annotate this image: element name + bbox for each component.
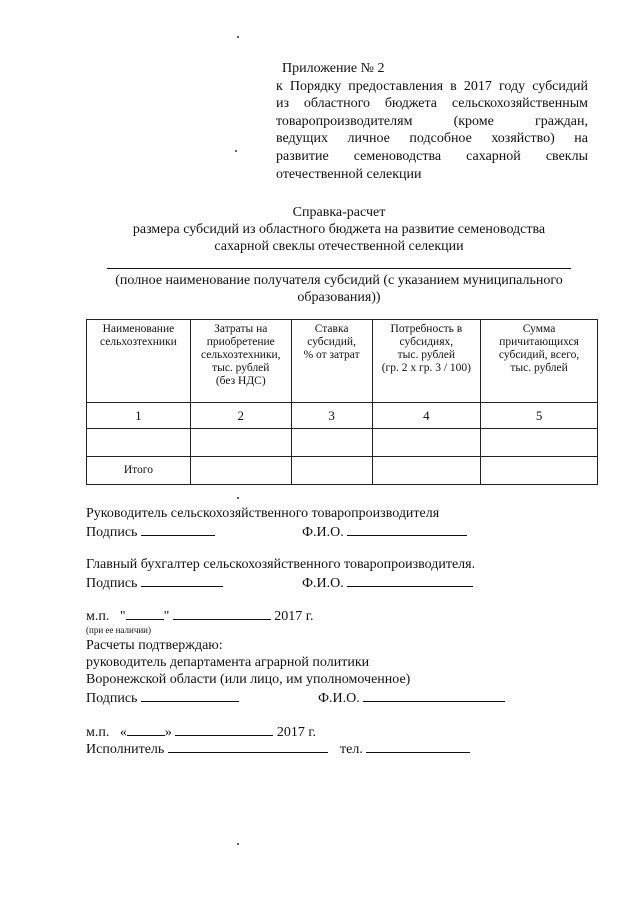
year-label: 2017 г. <box>276 725 317 740</box>
document-subtitle-2: сахарной свеклы отечественной селекции <box>214 239 464 254</box>
fio-label: Ф.И.О. <box>302 525 344 540</box>
header-rate: Ставка субсидий, % от затрат <box>291 320 372 403</box>
total-label: Итого <box>87 457 191 485</box>
total-row <box>87 457 598 485</box>
table-cell <box>190 429 291 457</box>
table-cell <box>190 457 291 485</box>
header-amount: Сумма причитающихся субсидий, всего, тыс. рублей <box>481 320 598 403</box>
signature-label: Подпись <box>86 525 138 540</box>
column-number: 5 <box>481 403 598 429</box>
seal-label: м.п. <box>86 725 110 740</box>
quote-open: " <box>119 609 126 624</box>
scan-speck <box>237 36 239 38</box>
appendix-line: отечественной селекции <box>276 166 422 182</box>
guillemet-close: » <box>164 725 172 740</box>
guillemet-open: « <box>119 725 127 740</box>
signature-field[interactable] <box>141 574 223 587</box>
header-need: Потребность в субсидиях, тыс. рублей (гр. 2 х гр. 3 / 100) <box>372 320 481 403</box>
head-fio-row <box>302 523 467 541</box>
signature-field[interactable] <box>141 689 239 702</box>
fio-field[interactable] <box>347 523 467 536</box>
header-costs: Затраты на приобретение сельхозтехники, тыс. рублей (без НДС) <box>190 320 291 403</box>
fio-field[interactable] <box>347 574 473 587</box>
scan-speck <box>237 843 239 845</box>
day-field[interactable] <box>127 723 165 736</box>
dept-line-1: руководитель департамента аграрной политики <box>86 655 370 670</box>
signature-label: Подпись <box>86 576 138 591</box>
recipient-note-1: (полное наименование получателя субсидий (с указанием муниципального <box>115 273 563 288</box>
executor-row <box>86 740 328 758</box>
phone-field[interactable] <box>366 740 470 753</box>
signature-field[interactable] <box>141 523 215 536</box>
table-cell <box>481 457 598 485</box>
appendix-line: ведущих личное подсобное хозяйство) на <box>276 131 588 147</box>
column-number: 1 <box>87 403 191 429</box>
table-cell <box>372 457 481 485</box>
fio-label: Ф.И.О. <box>302 576 344 591</box>
table-cell <box>481 429 598 457</box>
column-number: 4 <box>372 403 481 429</box>
table-cell <box>291 429 372 457</box>
seal-date-row-2 <box>86 723 316 741</box>
table-header-row <box>87 320 598 403</box>
column-number-row <box>87 403 598 429</box>
appendix-line: из областного бюджета сельскохозяйственным <box>276 96 588 112</box>
dept-line-2: Воронежской области (или лицо, им уполномоченное) <box>86 672 411 687</box>
year-label: 2017 г. <box>274 609 314 624</box>
accountant-signature-row <box>86 574 223 592</box>
column-number: 2 <box>190 403 291 429</box>
dept-fio-row <box>318 689 505 707</box>
fio-field[interactable] <box>363 689 505 702</box>
appendix-title: Приложение № 2 <box>282 61 385 76</box>
table-row <box>87 429 598 457</box>
confirm-label: Расчеты подтверждаю: <box>86 638 223 653</box>
appendix-block <box>276 60 588 183</box>
appendix-line: товаропроизводителям (кроме граждан, <box>276 113 588 129</box>
document-subtitle-1: размера субсидий из областного бюджета на развитие семеноводства <box>132 222 546 237</box>
month-field[interactable] <box>175 723 273 736</box>
phone-row <box>340 740 470 758</box>
column-number: 3 <box>291 403 372 429</box>
seal-note: (при ее наличии) <box>86 625 151 635</box>
recipient-note-2: образования)) <box>297 290 381 305</box>
scan-speck <box>235 150 237 152</box>
seal-label: м.п. <box>86 609 110 624</box>
calculation-table <box>86 319 598 485</box>
phone-label: тел. <box>340 742 363 757</box>
appendix-line: развитие семеноводства сахарной свеклы <box>276 148 588 164</box>
signature-label: Подпись <box>86 691 138 706</box>
accountant-fio-row <box>302 574 473 592</box>
table-cell <box>372 429 481 457</box>
dept-signature-row <box>86 689 239 707</box>
head-title: Руководитель сельскохозяйственного товаропроизводителя <box>86 506 440 521</box>
month-field[interactable] <box>173 607 271 620</box>
quote-close: " <box>163 609 170 624</box>
head-signature-row <box>86 523 215 541</box>
day-field[interactable] <box>126 607 164 620</box>
fio-label: Ф.И.О. <box>318 691 360 706</box>
recipient-name-line <box>107 268 571 269</box>
appendix-line: к Порядку предоставления в 2017 году субсидий <box>276 78 588 94</box>
table-cell <box>87 429 191 457</box>
seal-date-row-1 <box>86 607 313 625</box>
document-title: Справка-расчет <box>292 205 386 220</box>
executor-field[interactable] <box>168 740 328 753</box>
accountant-title: Главный бухгалтер сельскохозяйственного товаропроизводителя. <box>86 557 476 572</box>
scan-speck <box>237 497 239 499</box>
executor-label: Исполнитель <box>86 742 165 757</box>
table-cell <box>291 457 372 485</box>
header-machinery-name: Наименование сельхозтехники <box>87 320 191 403</box>
